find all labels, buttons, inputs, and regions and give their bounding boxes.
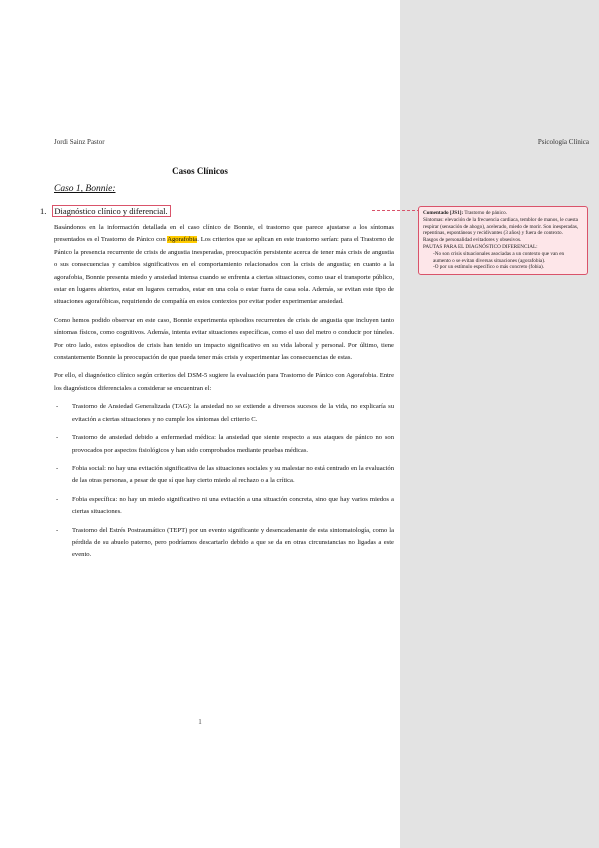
comment-balloon[interactable]: [418, 206, 588, 275]
highlighted-word: Agorafobia: [167, 236, 198, 244]
differential-list: [54, 401, 394, 561]
paragraph-1-end: . Los criterios que se aplican en este trastorno serían: para el Trastorno de Pánico la presencia recurrente de crisis de angustia inesperadas, preocupación persistente acerca de tener más crisis de angustia o sus consecuencias y cambios significativos en el comportamiento relacionados con la crisis de angustia; en cuanto a la agorafobia, Bonnie presenta miedo y ansiedad intensa cuando se enfrenta a ciertas situaciones, como usar el transporte público, estar en lugares abiertos, estar en lugares cerrados, estar en una cola o estar fuera de casa sola. Además, se evitan este tipo de situaciones agorafóbicas, requiriendo de compañía en estos contextos por evitar poder experimentar ansiedad.: [54, 236, 394, 306]
paragraph-1: [54, 222, 394, 309]
header-author: Jordi Sainz Pastor: [54, 138, 105, 146]
list-item-text: Trastorno del Estrés Postraumático (TEPT) por un evento significante y desencadenante de esta sintomatología, como la pérdida de su abuelo paterno, pero podríamos descartarlo debido a que se da en otras circunstancias no ligadas a este evento.: [72, 526, 394, 559]
list-item: [54, 401, 394, 426]
section-number: 1.: [40, 206, 47, 216]
list-item: [54, 432, 394, 457]
list-item: [54, 463, 394, 488]
comment-first-line: [423, 210, 583, 217]
paragraph-2: Como hemos podido observar en este caso, Bonnie experimenta episodios recurrentes de crisis de angustia que incluyen tanto síntomas físicos, como cognitivos. Además, intenta evitar situaciones específicas, como el uso del metro o conducir por túneles. Por otro lado, estos episodios de crisis han tenido un impacto significativo en su vida laboral y personal. Por último, tiene constantemente Bonnie la preocupación de que pueda tener más crisis y experimentar las consecuencias de estas.: [54, 316, 394, 362]
comment-line: Trastorno de pánico.: [463, 210, 508, 216]
comment-indented-line: -No son crisis situacionales asociadas a un contexto que van en aumento o se evitan diversas situaciones (agorafobia).: [433, 250, 565, 264]
page-number: 1: [198, 718, 202, 726]
bullet-dash: -: [56, 403, 59, 411]
document-body: [54, 222, 394, 568]
list-item: [54, 525, 394, 562]
bullet-dash: -: [56, 495, 59, 503]
document-title: Casos Clínicos: [172, 166, 228, 176]
list-item-text: Fobia social: no hay una evitación significativa de las situaciones sociales y su malestar no está centrado en la evaluación de las otras personas, a pesar de que sí que hay cierto miedo al rechazo o a la crítica.: [72, 464, 394, 485]
list-item-text: Fobia específica: no hay un miedo significativo ni una evitación a una situación concreta, sino que hay varios miedos a ciertas situaciones.: [72, 495, 394, 516]
case-title: Caso 1, Bonnie:: [54, 184, 116, 194]
list-item-text: Trastorno de ansiedad debido a enfermedad médica: la ansiedad que siente respecto a sus ataques de pánico no son provocados por aspectos fisiológicos y han sido comprobados mediante pruebas médicas.: [72, 434, 394, 454]
comment-line: Síntomas: elevación de la frecuencia cardiaca, temblor de manos, le cuesta respirar (sensación de ahogo), acelerado, miedo de morir. Son inesperadas, repentinas, espontáneas y recidivantes (3 años) y fuera de contexto.: [423, 216, 579, 237]
paragraph-1-start: Basándonos en la información detallada en el caso clínico de Bonnie, el trastorno que parece ajustarse a los síntomas presentados es el Trastorno de Pánico con: [54, 224, 394, 244]
comment-line: PAUTAS PARA EL DIAGNÓSTICO DIFERENCIAL:: [423, 243, 538, 250]
header-subject: Psicología Clínica: [537, 138, 589, 146]
section-heading: [40, 205, 171, 217]
comment-line: Rasgos de personalidad evitadores y obsesivos.: [423, 237, 522, 244]
bullet-dash: -: [56, 464, 59, 472]
comment-connector: [372, 210, 420, 212]
comment-pane: [400, 0, 599, 848]
bullet-dash: -: [56, 434, 59, 442]
list-item-text: Trastorno de Ansiedad Generalizada (TAG): la ansiedad no se extiende a diversos sucesos de la vida, no explicaría su evitación a ciertas situaciones y no cumple los síntomas del criterio C.: [72, 403, 394, 423]
comment-author: Comentado [JS1]:: [423, 210, 464, 216]
paragraph-3: Por ello, el diagnóstico clínico según criterios del DSM-5 sugiere la evaluación para Trastorno de Pánico con Agorafobia. Entre los diagnósticos diferenciales a considerar se encuentran el:: [54, 372, 394, 392]
list-item: [54, 494, 394, 519]
commented-section-title[interactable]: Diagnóstico clínico y diferencial.: [52, 205, 170, 217]
comment-indented-line: -O por un estímulo específico o más concreto (fobia).: [433, 264, 545, 271]
bullet-dash: -: [56, 526, 59, 534]
